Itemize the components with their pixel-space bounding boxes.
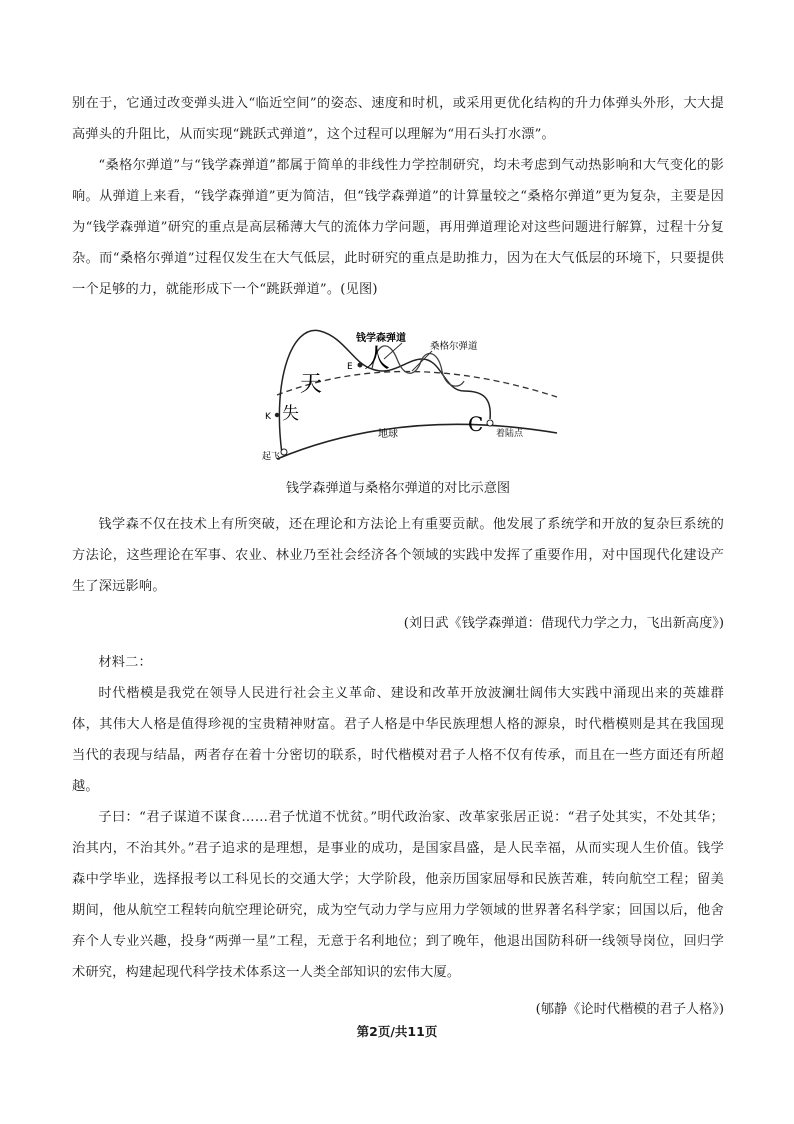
trajectory-figure xyxy=(72,319,724,469)
landing-label: 着陆点 xyxy=(496,429,524,439)
qian-label: 钱学森弹道 xyxy=(356,333,406,344)
handwritten-tian: 天 xyxy=(300,372,323,397)
figure-caption: 钱学森弹道与桑格尔弹道的对比示意图 xyxy=(285,481,511,496)
paragraph-5: 子曰：“君子谋道不谋食……君子忧道不忧贫。”明代政治家、改革家张居正说：“君子处其实，不处其华；治其内，不治其外。”君子追求的是理想，是事业的成功，是国家昌盛，是人民幸福，从而实现人生价值。钱学森中学毕业，选择报考以工科见长的交通大学；大学阶段，他亲历国家屈辱和民族苦难，转向航空工程；留美期间，他从航空工程转向航空理论研究，成为空气动力学与应用力学领域的世界著名科学家；回国以后，他舍弃个人专业兴趣，投身“两弹一星”工程，无意于名利地位；到了晚年，他退出国防科研一线领导岗位，回归学术研究，构建起现代科学技术体系这一人类全部知识的宏伟大厦。 xyxy=(72,810,724,980)
material-two-heading: 材料二： xyxy=(98,655,152,670)
handwritten-ren: 人 xyxy=(364,344,391,374)
point-c-label: C xyxy=(468,412,484,436)
paragraph-3: 钱学森不仅在技术上有所突破，还在理论和方法论上有重要贡献。他发展了系统学和开放的复杂巨系统的方法论，这些理论在军事、农业、林业乃至社会经济各个领域的实践中发挥了重要作用，对中国现代化建设产生了深远影响。 xyxy=(72,517,724,594)
point-e-marker xyxy=(358,363,363,368)
paragraph-2: “桑格尔弹道”与“钱学森弹道”都属于简单的非线性力学控制研究，均未考虑到气动热影响和大气变化的影响。从弹道上来看，“钱学森弹道”更为简洁，但“钱学森弹道”的计算量较之“桑格尔弹道”更为复杂，主要是因为“钱学森弹道”研究的重点是高层稀薄大气的流体力学问题，再用弹道理论对这些问题进行解算，过程十分复杂。而“桑格尔弹道”过程仅发生在大气低层，此时研究的重点是助推力，因为在大气低层的环境下，只要提供一个足够的力，就能形成下一个“跳跃弹道”。(见图) xyxy=(72,158,724,297)
point-k-label: K xyxy=(265,412,271,422)
page-number: 第2页/共11页 xyxy=(356,1024,438,1039)
takeoff-label: 起飞 xyxy=(262,452,281,462)
paragraph-1: 别在于，它通过改变弹头进入“临近空间”的姿态、速度和时机，或采用更优化结构的升力体弹头外形，大大提高弹头的升阻比，从而实现“跳跃式弹道”，这个过程可以理解为“用石头打水漂”。 xyxy=(72,96,724,142)
takeoff-marker xyxy=(281,449,287,455)
document-page xyxy=(72,88,724,1025)
earth-label: 地球 xyxy=(378,429,398,440)
point-e-label: E xyxy=(347,362,353,372)
handwritten-shi: 失 xyxy=(282,404,299,424)
point-k-marker xyxy=(275,413,279,417)
citation-1: (刘日武《钱学森弹道：借现代力学之力，飞出新高度》) xyxy=(403,616,724,631)
paragraph-4: 时代楷模是我党在领导人民进行社会主义革命、建设和改革开放波澜壮阔伟大实践中涌现出来的英雄群体，其伟大人格是值得珍视的宝贵精神财富。君子人格是中华民族理想人格的源泉，时代楷模则是其在我国现当代的表现与结晶，两者存在着十分密切的联系，时代楷模对君子人格不仅有传承，而且在一些方面还有所超越。 xyxy=(72,686,724,794)
citation-2: (郇静《论时代楷模的君子人格》) xyxy=(535,1002,724,1017)
landing-marker xyxy=(487,420,493,426)
trajectory-diagram xyxy=(72,319,724,469)
sanger-label: 桑格尔弹道 xyxy=(430,341,478,352)
